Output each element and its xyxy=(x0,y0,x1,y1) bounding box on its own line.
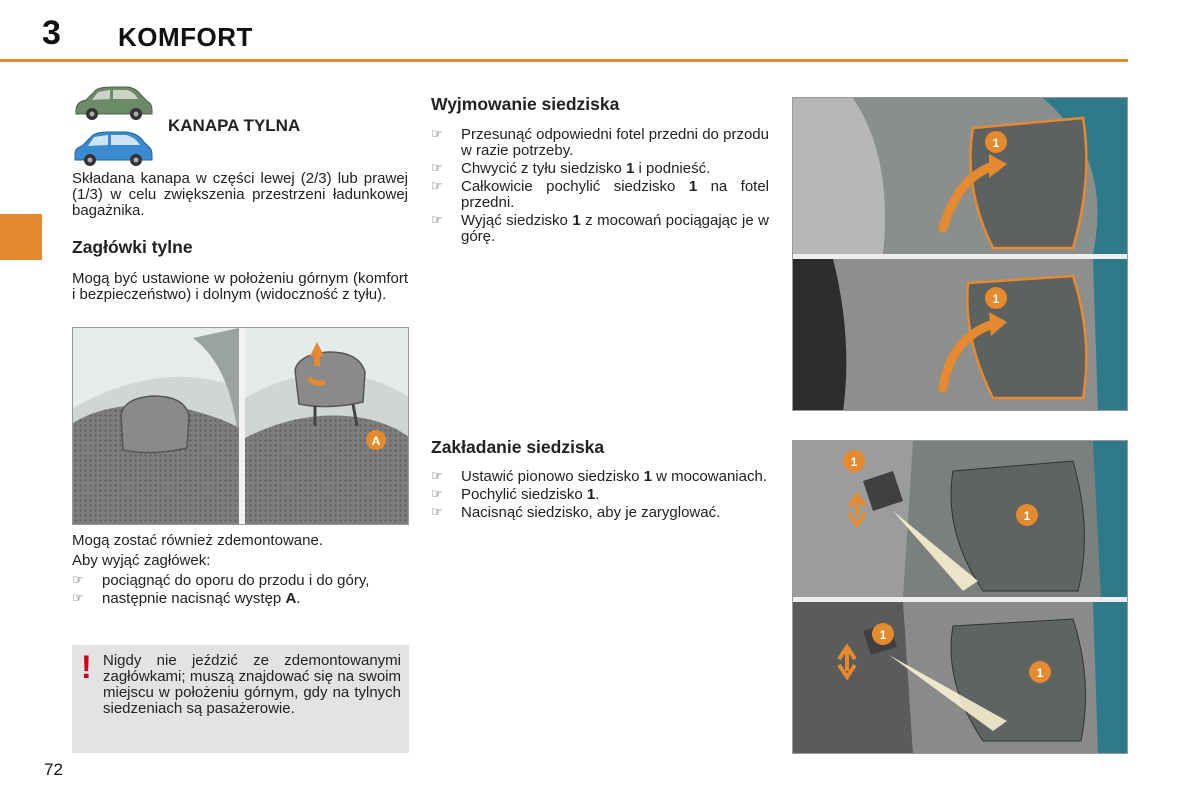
removable-text: Mogą zostać również zdemontowane. xyxy=(72,532,323,549)
installing-steps xyxy=(431,469,769,523)
installing-seat-photo xyxy=(792,440,1128,754)
headrests-text: Mogą być ustawione w położeniu górnym (komfort i bezpieczeństwo) i dolnym (widoczność z tyłu). xyxy=(72,270,408,303)
chapter-title: KOMFORT xyxy=(118,22,253,52)
list-item: ☞ Chwycić z tyłu siedzisko 1 i podnieść. xyxy=(431,160,711,177)
pointing-hand-icon: ☞ xyxy=(431,212,443,227)
car-blue-icon xyxy=(75,132,152,166)
removing-title: Wyjmowanie siedziska xyxy=(431,94,620,114)
removing-seat-photo xyxy=(792,97,1128,411)
list-item: ☞ Nacisnąć siedzisko, aby je zaryglować. xyxy=(431,504,721,521)
intro-text: Składana kanapa w części lewej (2/3) lub prawej (1/3) w celu zwiększenia przestrzeni ładunkowej bagażnika. xyxy=(72,170,408,219)
list-item: ☞ Przesunąć odpowiedni fotel przedni do przodu w razie potrzeby. xyxy=(431,126,769,159)
photo-marker-1: 1 xyxy=(992,136,1000,150)
page-number: 72 xyxy=(44,760,63,779)
pointing-hand-icon: ☞ xyxy=(72,590,84,605)
car-green-icon xyxy=(76,87,152,120)
installing-title: Zakładanie siedziska xyxy=(431,437,605,457)
pointing-hand-icon: ☞ xyxy=(431,486,443,501)
photo-marker-1: 1 xyxy=(1023,509,1031,523)
pointing-hand-icon: ☞ xyxy=(431,160,443,175)
list-item: ☞ Ustawić pionowo siedzisko 1 w mocowaniach. xyxy=(431,468,767,485)
headrest-photo xyxy=(72,327,409,525)
photo-marker-1: 1 xyxy=(879,628,887,642)
removing-steps xyxy=(431,127,769,247)
section-title-rear-bench: KANAPA TYLNA xyxy=(168,116,301,135)
header-rule xyxy=(0,59,1128,62)
photo-marker-1: 1 xyxy=(992,292,1000,306)
warning-box xyxy=(72,645,409,753)
photo-label-a: A xyxy=(371,434,381,448)
headrests-title: Zagłówki tylne xyxy=(72,237,193,257)
chapter-side-tab xyxy=(0,214,42,260)
list-item: ☞ Całkowicie pochylić siedzisko 1 na fotel przedni. xyxy=(431,178,770,211)
warning-text: Nigdy nie jeździć ze zdemontowanymi zagłówkami; muszą znajdować się na swoim miejscu w położeniu górnym, gdy na tylnych siedzeniach są pasażerowie. xyxy=(103,652,401,717)
list-item: ☞ Wyjąć siedzisko 1 z mocowań pociągając je w górę. xyxy=(431,212,769,245)
pointing-hand-icon: ☞ xyxy=(431,504,443,519)
pointing-hand-icon: ☞ xyxy=(72,572,84,587)
exclamation-icon: ! xyxy=(81,649,92,685)
list-item: ☞ pociągnąć do oporu do przodu i do góry, xyxy=(72,572,370,589)
chapter-number: 3 xyxy=(42,14,61,52)
photo-marker-1: 1 xyxy=(850,455,858,469)
car-icons xyxy=(72,84,154,168)
how-to-remove-text: Aby wyjąć zagłówek: xyxy=(72,552,211,569)
list-item: ☞ Pochylić siedzisko 1. xyxy=(431,486,600,503)
pointing-hand-icon: ☞ xyxy=(431,178,443,193)
pointing-hand-icon: ☞ xyxy=(431,126,443,141)
pointing-hand-icon: ☞ xyxy=(431,468,443,483)
list-item: ☞ następnie nacisnąć występ A. xyxy=(72,590,301,607)
photo-marker-1: 1 xyxy=(1036,666,1044,680)
remove-headrest-steps xyxy=(72,573,408,609)
